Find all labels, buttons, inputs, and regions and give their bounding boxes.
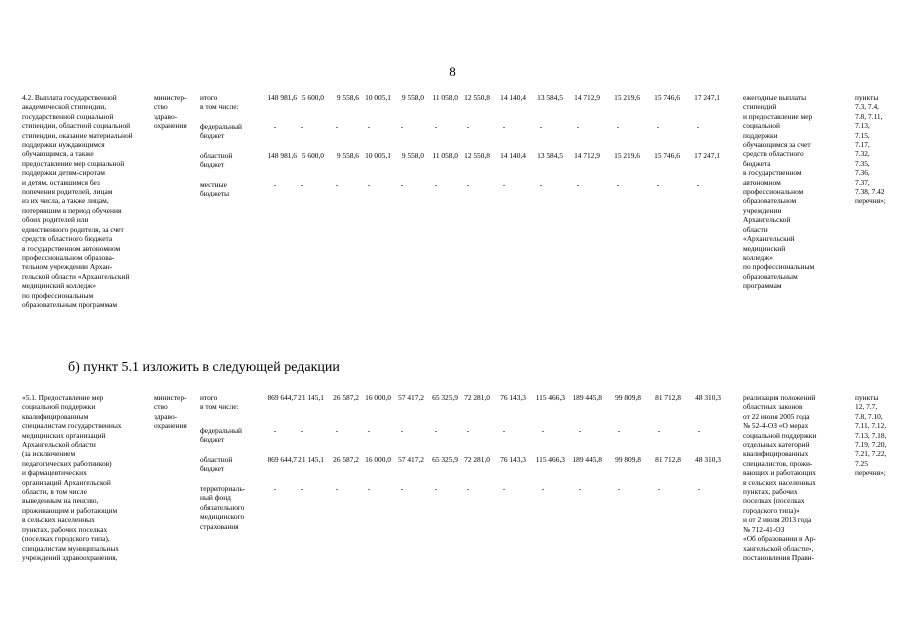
year-value: 12 550,8: [464, 93, 490, 102]
year-value: 72 281,0: [464, 455, 490, 464]
year-value: 16 000,0: [365, 393, 391, 402]
funding-source: территориаль- ный фонд обязательного медицинского страхования: [200, 484, 246, 531]
funding-source: местные бюджеты: [200, 180, 230, 199]
year-value: -: [400, 122, 404, 131]
year-value: -: [400, 180, 404, 189]
year-value: -: [539, 180, 543, 189]
year-value: -: [466, 122, 470, 131]
year-value: 9 558,0: [401, 151, 424, 160]
year-value: -: [697, 484, 701, 493]
section-heading: б) пункт 5.1 изложить в следующей редакции: [68, 360, 340, 375]
year-value: 869 644,7: [267, 455, 297, 464]
year-value: 12 550,8: [464, 151, 490, 160]
year-value: 17 247,1: [694, 151, 720, 160]
page-number: 8: [449, 64, 456, 79]
year-value: -: [576, 122, 580, 131]
list-points: пункты 12, 7.7, 7.8, 7.10, 7.11, 7.12, 7.13, 7.18, 7.19, 7.20, 7.21, 7.22, 7.25 перечня»;: [855, 393, 887, 478]
year-value: -: [696, 122, 700, 131]
year-value: 65 325,9: [432, 455, 458, 464]
year-value: 76 143,3: [500, 393, 526, 402]
expected-result: реализация положений областных законов от 22 июня 2005 года № 52-4-ОЗ «О мерах социальной поддержки отдельных категорий квалифицированных специалистов, прожи- вающих и работающих в сельских населенных пунктах, рабочих поселках (поселках городского типа)» и от 2 июля 2013 года № 712-41-ОЗ «Об образовании в Ар- хангельской области», постановления Прави-: [743, 393, 817, 562]
year-value: 13 584,5: [537, 93, 563, 102]
year-value: -: [657, 484, 661, 493]
year-value: 26 587,2: [333, 455, 359, 464]
year-value: 9 558,6: [336, 151, 359, 160]
year-value: -: [273, 426, 277, 435]
year-value: -: [541, 426, 545, 435]
year-value: -: [335, 426, 339, 435]
year-value: 869 644,7: [267, 393, 297, 402]
year-value: -: [300, 484, 304, 493]
year-value: 11 058,0: [432, 93, 458, 102]
year-value: -: [434, 426, 438, 435]
year-value: 48 310,3: [695, 455, 721, 464]
year-value: 57 417,2: [398, 393, 424, 402]
year-value: 76 143,3: [500, 455, 526, 464]
year-value: -: [578, 426, 582, 435]
item-description: «5.1. Предоставление мер социальной поддержки квалифицированным специалистам государственных медицинских организаций Архангельской области (за исключением педагогических работников) и фармацевтических организаций Архангельской области, в том числе выведенным на пенсию, проживающим и работающим в сельских населенных пунктах, рабочих поселках (поселках городского типа), специалистам муниципальных учреждений здравоохранения,: [22, 393, 122, 562]
year-value: 21 145,1: [298, 393, 324, 402]
year-value: 16 000,0: [365, 455, 391, 464]
list-points: пункты 7.3, 7.4, 7.8, 7.11, 7.13, 7.15, 7.17, 7.32, 7.35, 7.36, 7.37, 7.38, 7.42 перечня»;: [855, 93, 886, 206]
year-value: 57 417,2: [398, 455, 424, 464]
year-value: -: [656, 180, 660, 189]
year-value: -: [400, 426, 404, 435]
year-value: 15 746,6: [654, 93, 680, 102]
year-value: 81 712,8: [655, 455, 681, 464]
year-value: -: [502, 180, 506, 189]
item-description: 4.2. Выплата государственной академической стипендии, государственной социальной стипендии, областной социальной стипендии, оказание материальной поддержки нуждающимся обучающимся, а также предоставление мер социальной поддержки детям-сиротам и детям, оставшимся без попечения родителей, лицам из их числа, а также лицам, потерявшим в период обучения обоих родителей или единственного родителя, за счет средств областного бюджета в государственном автономном профессиональном образова- тельном учреждении Архан- гельской области «Архангельский медицинский колледж» по профессиональным образовательным программам: [22, 93, 133, 309]
year-value: -: [400, 484, 404, 493]
year-value: -: [697, 426, 701, 435]
year-value: 5 600,0: [301, 151, 324, 160]
year-value: -: [300, 180, 304, 189]
year-value: -: [335, 180, 339, 189]
year-value: 9 558,6: [336, 93, 359, 102]
year-value: 11 058,0: [432, 151, 458, 160]
year-value: 9 558,0: [401, 93, 424, 102]
year-value: -: [434, 180, 438, 189]
year-value: -: [434, 484, 438, 493]
year-value: -: [502, 426, 506, 435]
year-value: -: [696, 180, 700, 189]
year-value: -: [539, 122, 543, 131]
year-value: 14 712,9: [574, 151, 600, 160]
year-value: -: [367, 180, 371, 189]
year-value: -: [466, 484, 470, 493]
year-value: -: [273, 484, 277, 493]
year-value: -: [367, 122, 371, 131]
year-value: -: [616, 180, 620, 189]
year-value: 21 145,1: [298, 455, 324, 464]
year-value: -: [541, 484, 545, 493]
year-value: 115 466,3: [535, 455, 565, 464]
year-value: 189 445,8: [572, 455, 602, 464]
year-value: 115 466,3: [535, 393, 565, 402]
year-value: -: [656, 122, 660, 131]
year-value: 148 981,6: [267, 151, 297, 160]
year-value: 15 219,6: [614, 151, 640, 160]
year-value: 10 005,1: [365, 151, 391, 160]
executor: министер- ство здраво- охранения: [154, 93, 187, 131]
year-value: 5 600,0: [301, 93, 324, 102]
year-value: -: [617, 426, 621, 435]
year-value: 72 281,0: [464, 393, 490, 402]
funding-source: областной бюджет: [200, 151, 233, 170]
funding-source: федеральный бюджет: [200, 426, 242, 445]
year-value: 81 712,8: [655, 393, 681, 402]
year-value: -: [434, 122, 438, 131]
year-value: 65 325,9: [432, 393, 458, 402]
year-value: -: [466, 426, 470, 435]
year-value: 14 140,4: [500, 93, 526, 102]
year-value: 99 809,8: [615, 393, 641, 402]
year-value: -: [578, 484, 582, 493]
year-value: 189 445,8: [572, 393, 602, 402]
year-value: -: [502, 122, 506, 131]
year-value: 14 140,4: [500, 151, 526, 160]
year-value: -: [466, 180, 470, 189]
year-value: 15 219,6: [614, 93, 640, 102]
year-value: -: [273, 180, 277, 189]
funding-source: федеральный бюджет: [200, 122, 242, 141]
funding-source: областной бюджет: [200, 455, 233, 474]
year-value: -: [335, 484, 339, 493]
year-value: -: [502, 484, 506, 493]
year-value: 15 746,6: [654, 151, 680, 160]
year-value: -: [367, 426, 371, 435]
year-value: 148 981,6: [267, 93, 297, 102]
year-value: -: [576, 180, 580, 189]
year-value: 48 310,3: [695, 393, 721, 402]
year-value: -: [367, 484, 371, 493]
year-value: 13 584,5: [537, 151, 563, 160]
year-value: -: [300, 122, 304, 131]
year-value: -: [300, 426, 304, 435]
year-value: -: [617, 484, 621, 493]
year-value: -: [657, 426, 661, 435]
year-value: -: [273, 122, 277, 131]
year-value: -: [616, 122, 620, 131]
year-value: 10 005,1: [365, 93, 391, 102]
funding-source: итого в том числе:: [200, 93, 239, 112]
expected-result: ежегодные выплаты стипендий и предоставление мер социальной поддержки обучающимся за счет средств областного бюджета в государственном автономном профессиональном образовательном учреждении Архангельской области «Архангельский медицинский колледж» по профессиональным образовательным программам: [743, 93, 815, 291]
year-value: 99 809,8: [615, 455, 641, 464]
executor: министер- ство здраво- охранения: [154, 393, 187, 431]
year-value: -: [335, 122, 339, 131]
year-value: 26 587,2: [333, 393, 359, 402]
funding-source: итого в том числе:: [200, 393, 239, 412]
year-value: 14 712,9: [574, 93, 600, 102]
year-value: 17 247,1: [694, 93, 720, 102]
